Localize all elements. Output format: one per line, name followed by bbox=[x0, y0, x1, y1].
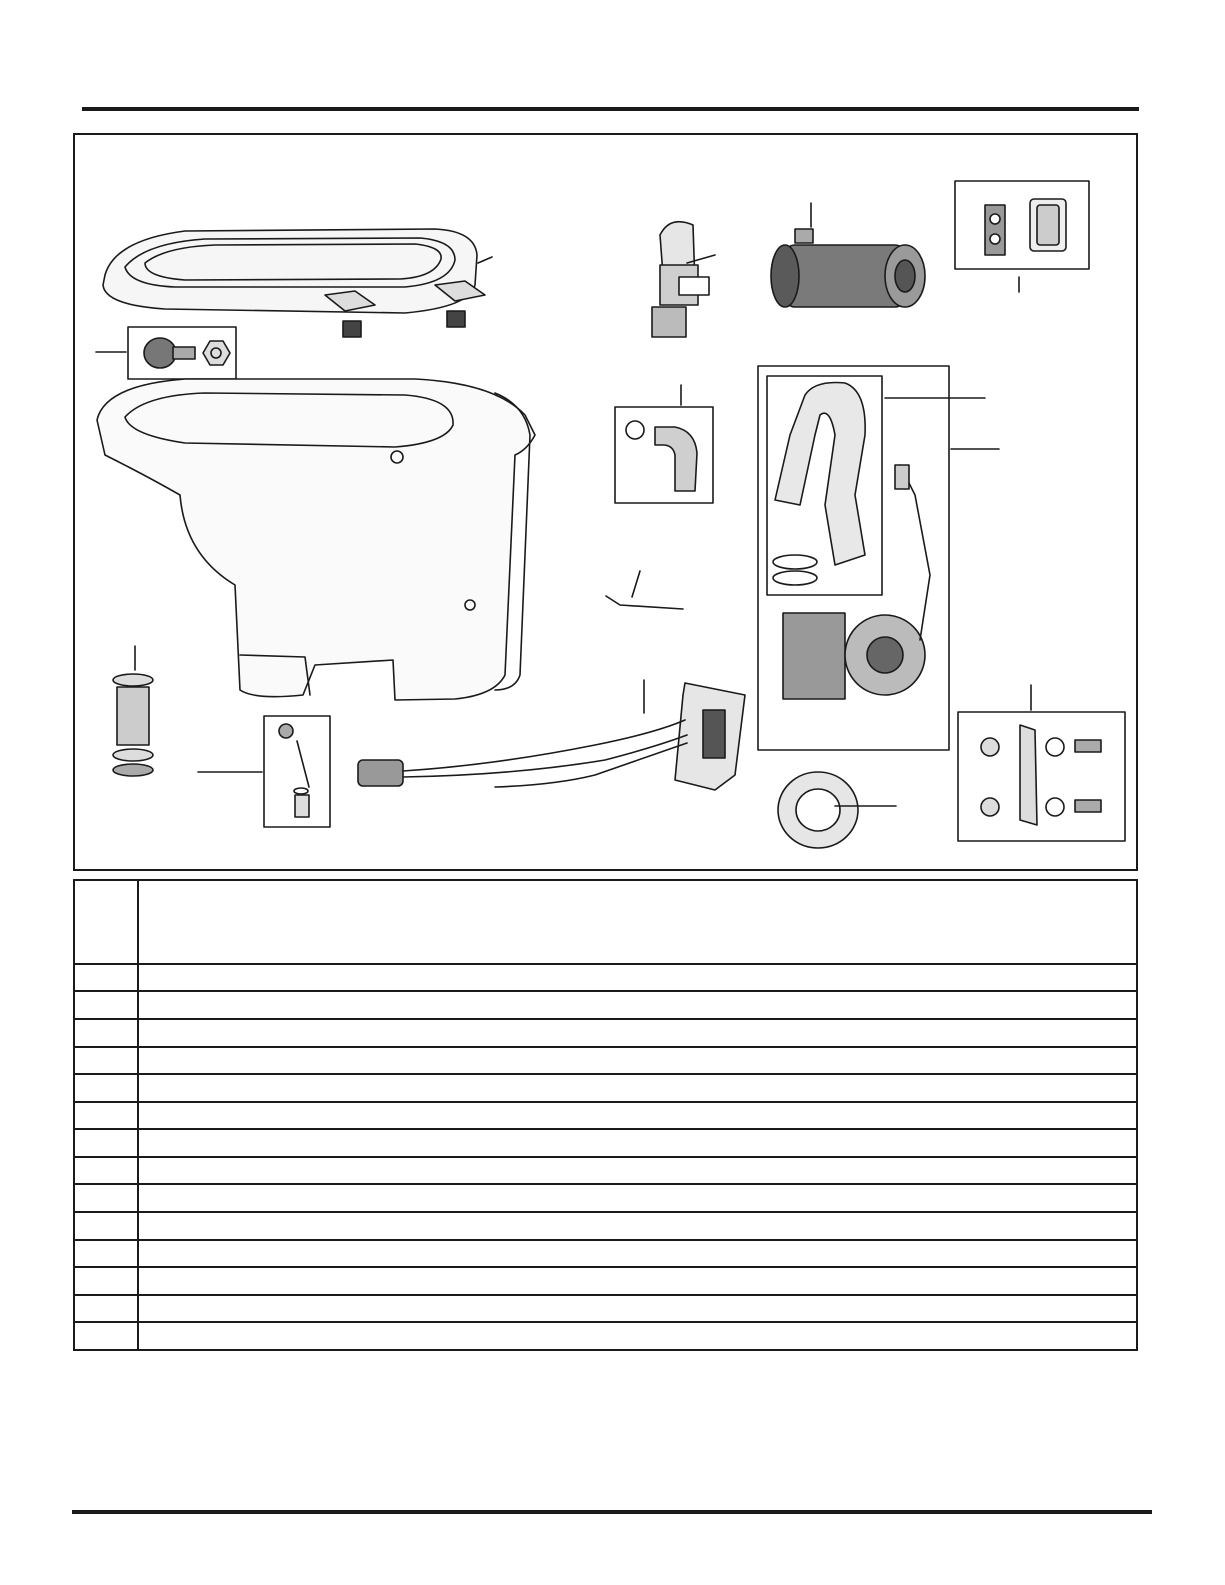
row-description bbox=[138, 1102, 1137, 1130]
closet-bolt-fitting bbox=[96, 327, 236, 379]
table-row bbox=[74, 1129, 1137, 1157]
row-description bbox=[138, 1184, 1137, 1212]
row-number bbox=[74, 1047, 138, 1075]
toilet-seat-and-cover bbox=[103, 229, 492, 337]
vacuum-motor bbox=[771, 203, 925, 307]
floor-seal-kit bbox=[113, 646, 153, 776]
header-number bbox=[74, 880, 138, 964]
row-number bbox=[74, 964, 138, 992]
row-description bbox=[138, 1322, 1137, 1350]
mounting-hardware-kit bbox=[958, 685, 1125, 841]
row-description bbox=[138, 1212, 1137, 1240]
row-number bbox=[74, 1295, 138, 1323]
table-header-row bbox=[74, 880, 1137, 964]
allen-wrench bbox=[606, 571, 683, 609]
table-row bbox=[74, 964, 1137, 992]
row-description bbox=[138, 1047, 1137, 1075]
table-row bbox=[74, 1240, 1137, 1268]
row-number bbox=[74, 1019, 138, 1047]
table-row bbox=[74, 1295, 1137, 1323]
exploded-parts-diagram bbox=[73, 133, 1138, 871]
row-number bbox=[74, 1212, 138, 1240]
row-number bbox=[74, 1184, 138, 1212]
parts-table bbox=[73, 879, 1138, 1351]
row-number bbox=[74, 1267, 138, 1295]
row-number bbox=[74, 1102, 138, 1130]
row-description bbox=[138, 1295, 1137, 1323]
row-number bbox=[74, 1322, 138, 1350]
table-row bbox=[74, 991, 1137, 1019]
row-number bbox=[74, 991, 138, 1019]
row-number bbox=[74, 1074, 138, 1102]
toilet-bowl bbox=[97, 379, 535, 700]
bottom-rule bbox=[72, 1510, 1152, 1514]
row-description bbox=[138, 1019, 1137, 1047]
row-number bbox=[74, 1129, 138, 1157]
table-row bbox=[74, 1074, 1137, 1102]
table-row bbox=[74, 1212, 1137, 1240]
table-row bbox=[74, 1047, 1137, 1075]
row-description bbox=[138, 1240, 1137, 1268]
table-row bbox=[74, 1102, 1137, 1130]
header-description bbox=[138, 880, 1137, 964]
row-description bbox=[138, 964, 1137, 992]
rocker-switch-kit bbox=[955, 181, 1089, 292]
row-number bbox=[74, 1157, 138, 1185]
table-row bbox=[74, 1322, 1137, 1350]
row-description bbox=[138, 1267, 1137, 1295]
table-row bbox=[74, 1184, 1137, 1212]
mounting-bolt-kit bbox=[198, 716, 330, 827]
row-description bbox=[138, 991, 1137, 1019]
row-description bbox=[138, 1074, 1137, 1102]
table-row bbox=[74, 1267, 1137, 1295]
row-description bbox=[138, 1157, 1137, 1185]
flush-ball-seal bbox=[778, 772, 896, 848]
top-rule bbox=[82, 107, 1139, 111]
hose-and-clamp bbox=[615, 385, 713, 503]
row-description bbox=[138, 1129, 1137, 1157]
table-row bbox=[74, 1157, 1137, 1185]
row-number bbox=[74, 1240, 138, 1268]
water-valve-assembly bbox=[652, 222, 715, 337]
table-row bbox=[74, 1019, 1137, 1047]
